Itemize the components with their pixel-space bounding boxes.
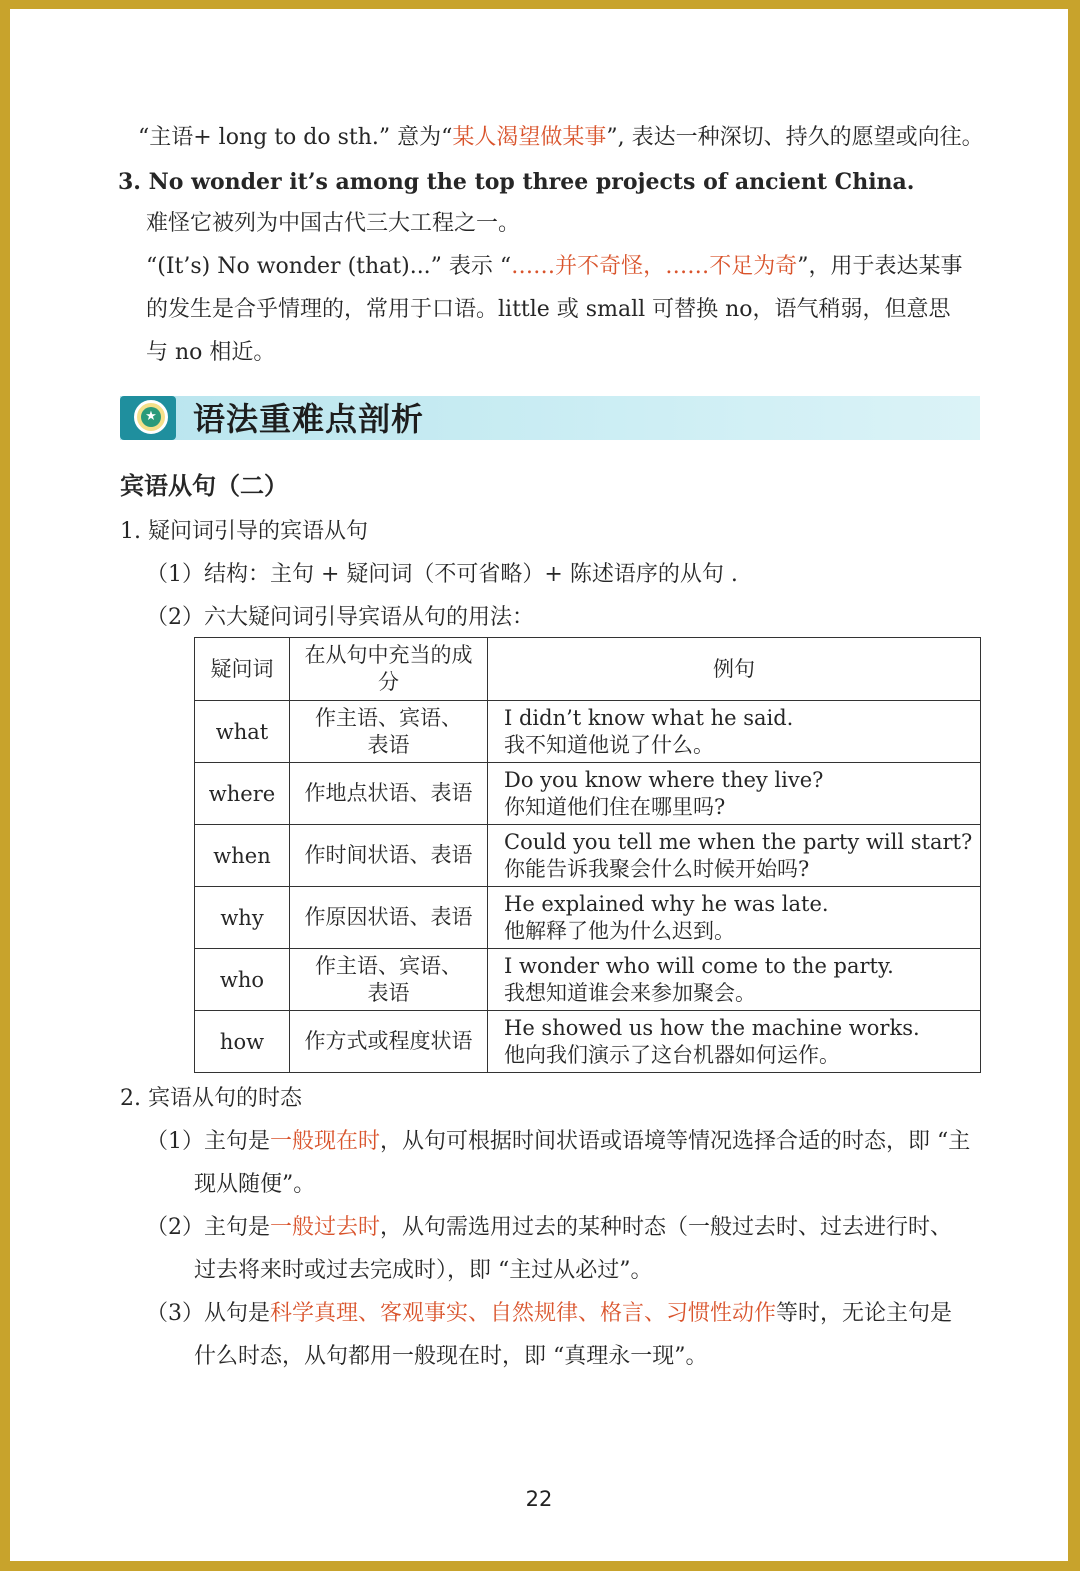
grammar-point-1: 1. 疑问词引导的宾语从句 [120,519,368,544]
cell-word: where [195,763,290,825]
cell-example [488,825,981,887]
table-header-row [195,638,981,701]
example-zh: 他解释了他为什么迟到。 [504,918,735,943]
cell-role: 作主语、宾语、表语 [290,701,488,763]
cell-example [488,1011,981,1073]
table-header: 在从句中充当的成分 [290,638,488,701]
cell-word: why [195,887,290,949]
long-to-note [138,123,984,153]
expl-highlight: ……不足为奇 [665,254,798,279]
tense-rule-3 [146,1299,952,1329]
tense-rule-1-line2: 现从随便”。 [194,1172,316,1197]
cell-role: 作方式或程度状语 [290,1011,488,1073]
example-en: He explained why he was late. [504,891,829,916]
table-row [195,949,981,1011]
rule-text: ，从句可根据时间状语或语境等情况选择合适的时态，即 “主 [380,1129,971,1154]
cell-word: what [195,701,290,763]
table-row [195,887,981,949]
question-word-table [194,637,981,1073]
item-3-translation: 难怪它被列为中国古代三大工程之一。 [146,211,521,236]
tense-rule-2-line2: 过去将来时或过去完成时），即 “主过从必过”。 [194,1258,653,1283]
grammar-point-1-2: （2）六大疑问词引导宾语从句的用法： [146,605,534,630]
example-en: He showed us how the machine works. [504,1015,920,1040]
example-zh: 我想知道谁会来参加聚会。 [504,980,756,1005]
example-en: I didn’t know what he said. [504,705,794,730]
note-text: ”, 表达一种深切、持久的愿望或向往。 [606,125,984,150]
example-zh: 你能告诉我聚会什么时候开始吗? [504,856,810,881]
grammar-subtitle: 宾语从句（二） [120,472,288,500]
note-text: “主语+ long to do sth.” 意为“ [138,125,453,150]
rule-highlight: 科学真理、客观事实、自然规律、格言、习惯性动作 [270,1301,777,1326]
table-row [195,701,981,763]
example-zh: 我不知道他说了什么。 [504,732,714,757]
rule-text: （1）主句是 [146,1129,270,1154]
example-zh: 你知道他们住在哪里吗? [504,794,726,819]
rule-text: （3）从句是 [146,1301,270,1326]
rule-highlight: 一般过去时 [270,1215,381,1240]
expl-highlight: ……并不奇怪， [511,254,666,279]
example-en: Could you tell me when the party will start? [504,829,973,854]
tense-rule-2 [146,1213,952,1243]
example-zh: 他向我们演示了这台机器如何运作。 [504,1042,840,1067]
rule-text: （2）主句是 [146,1215,270,1240]
grammar-point-2: 2. 宾语从句的时态 [120,1086,302,1111]
item-3-explanation-line1 [146,252,962,282]
rule-text: ，从句需选用过去的某种时态（一般过去时、过去进行时、 [380,1215,953,1240]
cell-example [488,949,981,1011]
star-badge-icon: ★ [141,407,161,427]
cell-role: 作地点状语、表语 [290,763,488,825]
cell-example [488,887,981,949]
table-header: 例句 [488,638,981,701]
table-header: 疑问词 [195,638,290,701]
table-row [195,1011,981,1073]
rule-text: 等时，无论主句是 [776,1301,953,1326]
grammar-point-1-1: （1）结构：主句 + 疑问词（不可省略）+ 陈述语序的从句 . [146,562,738,587]
item-3-explanation-line2: 的发生是合乎情理的，常用于口语。little 或 small 可替换 no，语气稍弱，但意思 [146,297,951,322]
table-row [195,825,981,887]
tense-rule-1 [146,1127,970,1157]
cell-role: 作主语、宾语、表语 [290,949,488,1011]
item-3-explanation-line3: 与 no 相近。 [146,340,276,365]
example-en: I wonder who will come to the party. [504,953,894,978]
note-highlight: 某人渴望做某事 [452,125,607,150]
expl-text: ”，用于表达某事 [797,254,963,279]
cell-example [488,701,981,763]
cell-word: how [195,1011,290,1073]
example-en: Do you know where they live? [504,767,824,792]
page [10,9,1068,1561]
item-3-heading: 3. No wonder it’s among the top three projects of ancient China. [118,169,915,195]
cell-role: 作原因状语、表语 [290,887,488,949]
section-title: 语法重难点剖析 [193,400,425,438]
cell-role: 作时间状语、表语 [290,825,488,887]
cell-example [488,763,981,825]
expl-text: “(It’s) No wonder (that)...” 表示 “ [146,254,512,279]
cell-word: who [195,949,290,1011]
page-number: 22 [525,1487,553,1511]
tense-rule-3-line2: 什么时态，从句都用一般现在时，即 “真理永一现”。 [194,1344,708,1369]
cell-word: when [195,825,290,887]
rule-highlight: 一般现在时 [270,1129,381,1154]
table-row [195,763,981,825]
